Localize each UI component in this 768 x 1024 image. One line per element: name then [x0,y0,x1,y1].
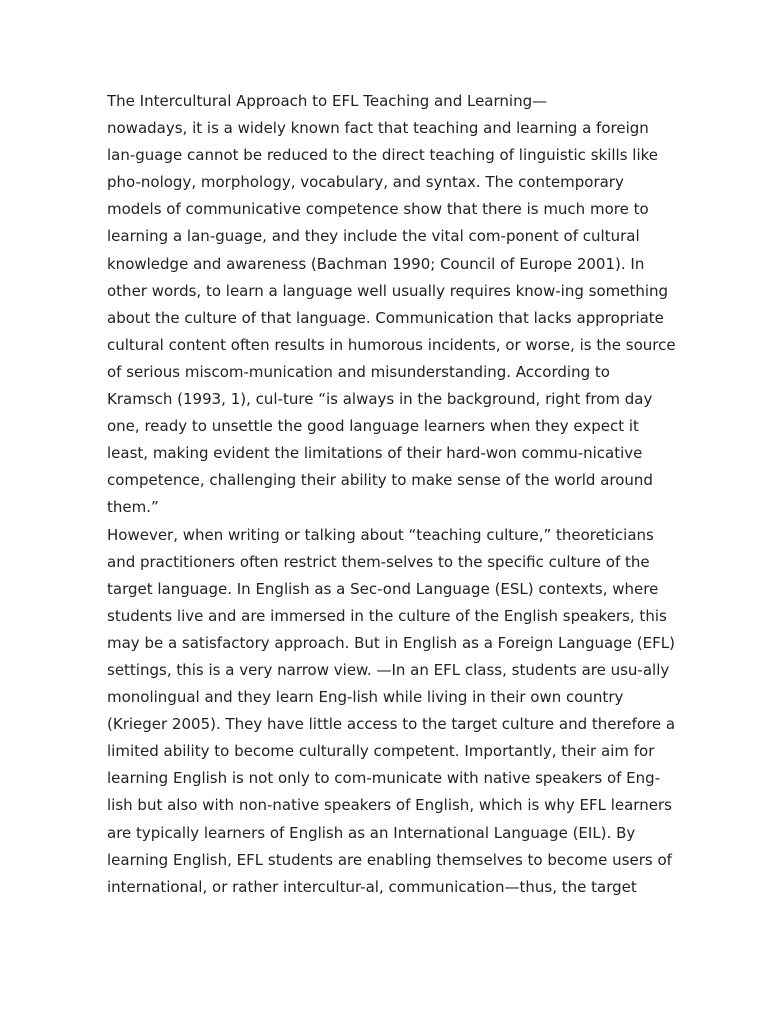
text-line: monolingual and they learn Eng-lish while living in their own country [107,688,624,707]
text-line: settings, this is a very narrow view. —In an EFL class, students are usu-ally [107,660,670,679]
text-line: The Intercultural Approach to EFL Teaching and Learning— [107,92,548,110]
text-line: them.” [107,498,159,517]
text-line: learning English, EFL students are enabling themselves to become users of [107,850,672,869]
text-line: However, when writing or talking about “teaching culture,” theoreticians [107,525,654,544]
text-line: learning English is not only to com-municate with native speakers of Eng- [107,769,661,788]
text-line: international, or rather intercultur-al, communication—thus, the target [107,877,637,896]
text-line: models of communicative competence show that there is much more to [107,200,649,219]
text-line: are typically learners of English as an International Language (EIL). By [107,823,636,842]
text-line: least, making evident the limitations of their hard-won commu-nicative [107,444,643,463]
text-line: pho-nology, morphology, vocabulary, and syntax. The contemporary [107,173,624,192]
text-line: nowadays, it is a widely known fact that teaching and learning a foreign [107,119,649,138]
text-line: competence, challenging their ability to make sense of the world around [107,471,653,490]
text-line: cultural content often results in humorous incidents, or worse, is the source [107,335,676,354]
text-line: lan-guage cannot be reduced to the direct teaching of linguistic skills like [107,146,659,165]
text-line: lish but also with non-native speakers of English, which is why EFL learners [107,796,672,815]
text-line: Kramsch (1993, 1), cul-ture “is always in the background, right from day [107,390,653,409]
text-line: (Krieger 2005). They have little access to the target culture and therefore a [107,715,676,734]
text-line: learning a lan-guage, and they include the vital com-ponent of cultural [107,227,640,246]
text-line: knowledge and awareness (Bachman 1990; Council of Europe 2001). In [107,254,645,273]
body-text [107,88,707,901]
text-line: target language. In English as a Sec-ond Language (ESL) contexts, where [107,579,659,598]
text-line: may be a satisfactory approach. But in English as a Foreign Language (EFL) [107,633,675,652]
text-line: of serious miscom-munication and misunderstanding. According to [107,362,610,381]
text-line: other words, to learn a language well usually requires know-ing something [107,281,669,300]
text-line: limited ability to become culturally competent. Importantly, their aim for [107,742,655,761]
text-line: one, ready to unsettle the good language learners when they expect it [107,417,639,436]
text-line: and practitioners often restrict them-selves to the specific culture of the [107,552,650,571]
text-line: students live and are immersed in the culture of the English speakers, this [107,606,667,625]
text-line: about the culture of that language. Communication that lacks appropriate [107,308,664,327]
